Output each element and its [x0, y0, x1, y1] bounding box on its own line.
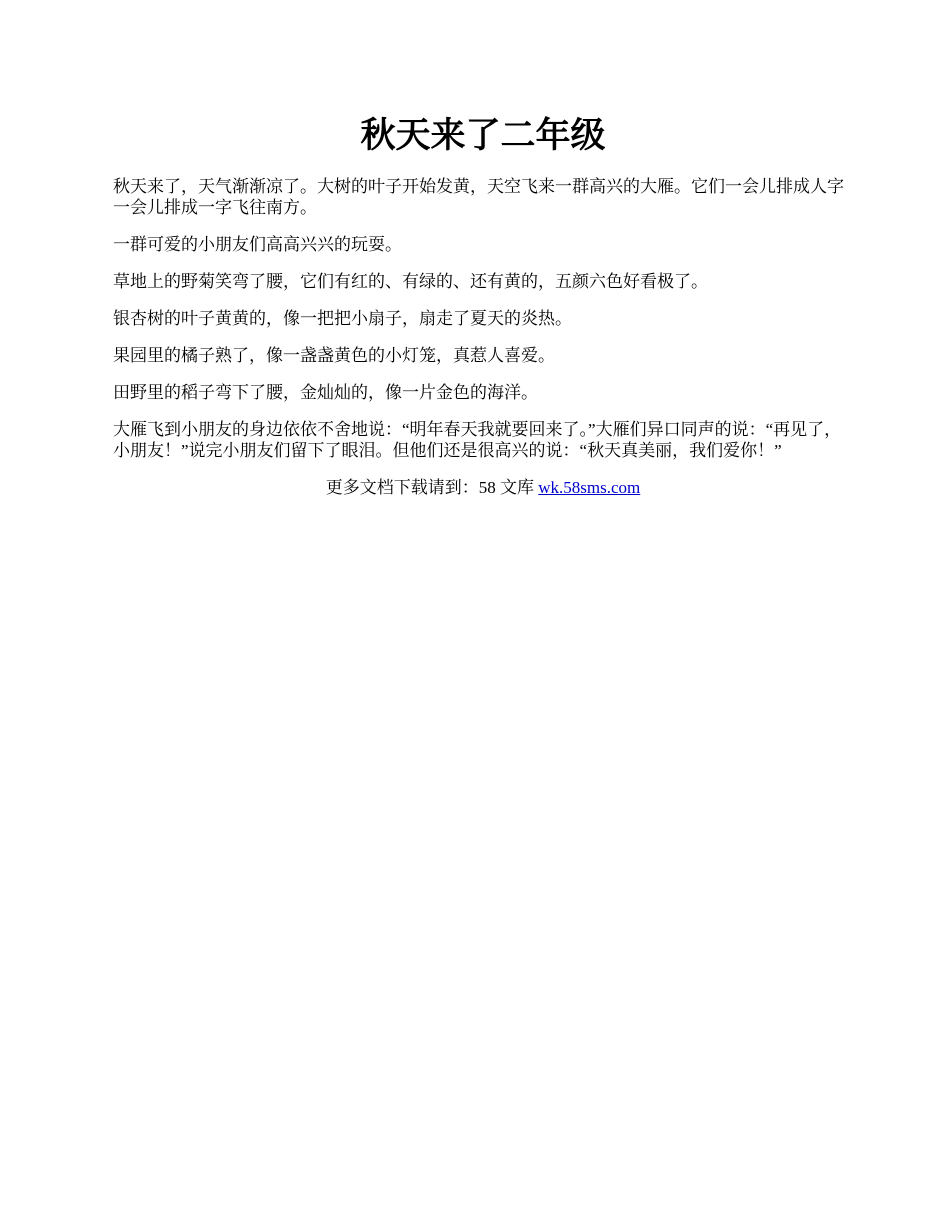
paragraph-6: 田野里的稻子弯下了腰，金灿灿的，像一片金色的海洋。 [113, 383, 538, 402]
document-title: 秋天来了二年级 [360, 116, 606, 156]
paragraph-2: 一群可爱的小朋友们高高兴兴的玩耍。 [113, 235, 402, 254]
download-footer [113, 477, 853, 499]
document-page [113, 110, 853, 499]
footer-text: 更多文档下载请到：58 文库 [325, 478, 539, 497]
paragraph-5: 果园里的橘子熟了，像一盏盏黄色的小灯笼，真惹人喜爱。 [113, 346, 555, 365]
paragraph-3: 草地上的野菊笑弯了腰，它们有红的、有绿的、还有黄的，五颜六色好看极了。 [113, 272, 708, 291]
paragraph-1: 秋天来了，天气渐渐凉了。大树的叶子开始发黄，天空飞来一群高兴的大雁。它们一会儿排成人字一会儿排成一字飞往南方。 [113, 177, 844, 217]
paragraph-4: 银杏树的叶子黄黄的，像一把把小扇子，扇走了夏天的炎热。 [113, 309, 572, 328]
paragraph-7: 大雁飞到小朋友的身边依依不舍地说：“明年春天我就要回来了。”大雁们异口同声的说：“再见了，小朋友！”说完小朋友们留下了眼泪。但他们还是很高兴的说：“秋天真美丽，我们爱你！” [113, 420, 842, 460]
download-site-link[interactable]: wk.58sms.com [538, 478, 641, 497]
